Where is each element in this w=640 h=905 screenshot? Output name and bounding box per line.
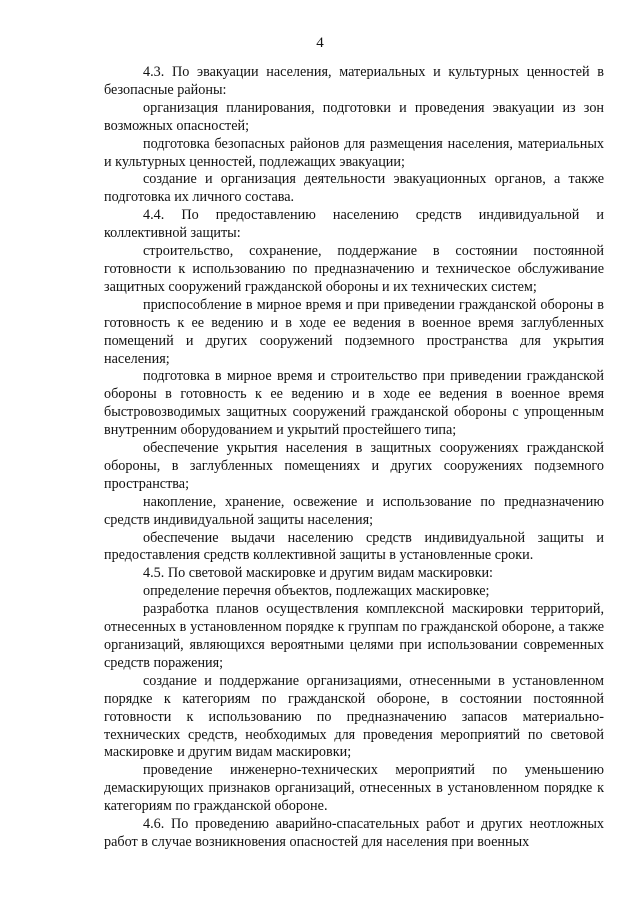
paragraph-camouflage-plans: разработка планов осуществления комплексной маскировки территорий, отнесенных в установленном порядке к группам по гражданской обороне, а также организаций, являющихся вероятными целями при использовании современных средств поражения; <box>104 601 604 671</box>
paragraph-protective-equipment-storage: накопление, хранение, освежение и использование по предназначению средств индивидуальной защиты населения; <box>104 493 604 528</box>
paragraph-camouflage-supplies: создание и поддержание организациями, отнесенными в установленном порядке к категориям по гражданской обороне, в состоянии постоянной готовности к использованию по предназначению запасов материально-технических средств, необходимых для проведения мероприятий по световой маскировке и другим видам маскировки; <box>104 672 604 761</box>
paragraph-protective-equipment-issue: обеспечение выдачи населению средств индивидуальной защиты и предоставления средств коллективной защиты в установленные сроки. <box>104 529 604 564</box>
section-4-5-heading: 4.5. По световой маскировке и другим видам маскировки: <box>143 565 493 582</box>
paragraph-rapid-shelters: подготовка в мирное время и строительство при приведении гражданской обороны в готовность к ее ведению и в ходе ее ведения в военное время быстровозводимых защитных сооружений гражданской обороны с упрощенным внутренним оборудованием и укрытий простейшего типа; <box>104 368 604 439</box>
paragraph-engineering-measures: проведение инженерно-технических мероприятий по уменьшению демаскирующих признаков организаций, отнесенных в установленном порядке к категориям по гражданской обороне. <box>104 762 604 815</box>
paragraph-evacuation-bodies: создание и организация деятельности эвакуационных органов, а также подготовка их личного состава. <box>104 171 604 206</box>
paragraph-shelter-construction: строительство, сохранение, поддержание в состоянии постоянной готовности к использованию по предназначению и техническое обслуживание защитных сооружений гражданской обороны и их технических систем; <box>104 243 604 295</box>
paragraph-evacuation-planning: организация планирования, подготовки и проведения эвакуации из зон возможных опасностей; <box>104 99 604 134</box>
document-body <box>104 64 604 852</box>
page-number: 4 <box>316 35 324 51</box>
paragraph-camouflage-objects: определение перечня объектов, подлежащих маскировке; <box>143 583 490 600</box>
paragraph-population-sheltering: обеспечение укрытия населения в защитных сооружениях гражданской обороны, в заглубленных помещениях и других сооружениях подземного пространства; <box>104 440 604 492</box>
section-4-6-heading: 4.6. По проведению аварийно-спасательных работ и других неотложных работ в случае возникновения опасностей для населения при военных <box>104 816 604 850</box>
section-4-4-heading: 4.4. По предоставлению населению средств индивидуальной и коллективной защиты: <box>104 207 604 242</box>
paragraph-underground-adaptation: приспособление в мирное время и при приведении гражданской обороны в готовность к ее ведению и в ходе ее ведения в военное время заглубленных помещений и других сооружений подземного пространства для укрытия населения; <box>104 296 604 367</box>
paragraph-safe-areas: подготовка безопасных районов для размещения населения, материальных и культурных ценностей, подлежащих эвакуации; <box>104 135 604 170</box>
section-4-3-heading: 4.3. По эвакуации населения, материальных и культурных ценностей в безопасные районы: <box>104 64 604 98</box>
